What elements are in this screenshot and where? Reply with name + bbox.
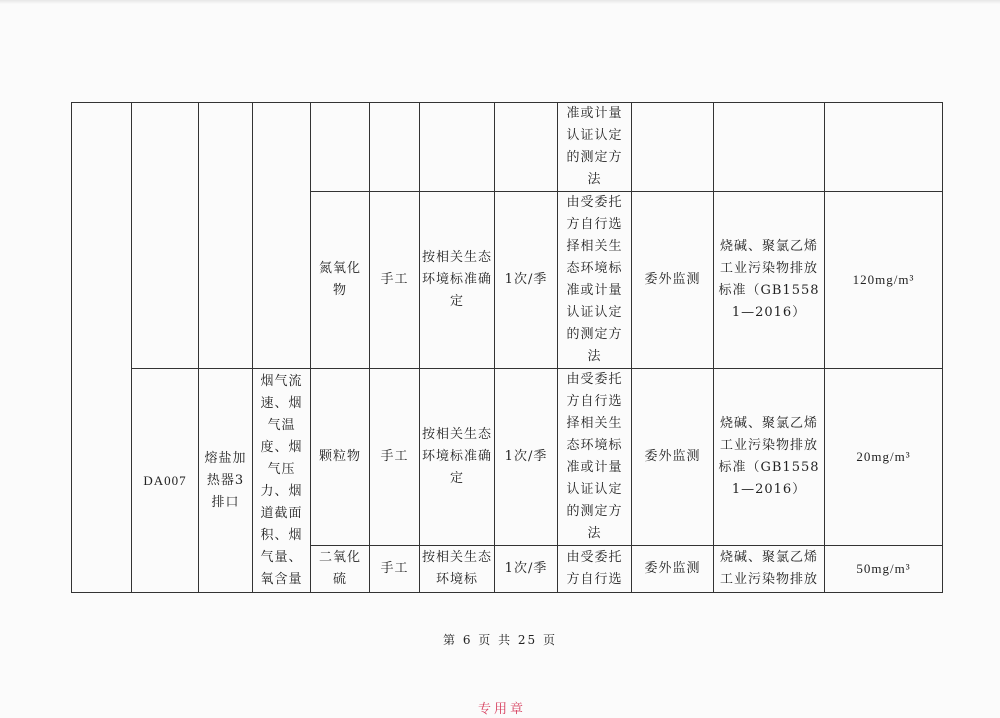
- pollutant-cell: 颗粒物: [311, 369, 370, 546]
- method-basis-cell: 由受委托方自行选择相关生态环境标准或计量认证认定的测定方法: [558, 369, 632, 546]
- empty-cell: [132, 103, 199, 369]
- mode-cell: 手工: [370, 192, 420, 369]
- frequency-basis-cell: 按相关生态环境标: [420, 546, 495, 593]
- method-basis-cell: 由受委托方自行选: [558, 546, 632, 593]
- pollutant-cell: 氮氧化物: [311, 192, 370, 369]
- outlet-id-cell: DA007: [132, 369, 199, 593]
- empty-cell: [370, 103, 420, 192]
- frequency-basis-cell: 按相关生态环境标准确定: [420, 369, 495, 546]
- pollutant-cell: 二氧化硫: [311, 546, 370, 593]
- empty-cell: [714, 103, 825, 192]
- monitor-type-cell: 委外监测: [632, 192, 714, 369]
- empty-cell: [495, 103, 558, 192]
- table-row: [72, 103, 943, 192]
- limit-cell: 120mg/m³: [825, 192, 943, 369]
- monitor-type-cell: 委外监测: [632, 546, 714, 593]
- method-basis-cell: 由受委托方自行选择相关生态环境标准或计量认证认定的测定方法: [558, 192, 632, 369]
- frequency-basis-cell: 按相关生态环境标准确定: [420, 192, 495, 369]
- empty-cell: [632, 103, 714, 192]
- empty-cell: [420, 103, 495, 192]
- limit-cell: 20mg/m³: [825, 369, 943, 546]
- empty-cell: [825, 103, 943, 192]
- seal-stamp-text: 专用章: [478, 702, 527, 717]
- empty-cell: [72, 103, 132, 593]
- monitor-type-cell: 委外监测: [632, 369, 714, 546]
- page-top-edge: [0, 0, 1000, 4]
- page-number: 第 6 页 共 25 页: [443, 633, 557, 647]
- frequency-cell: 1次/季: [495, 546, 558, 593]
- empty-cell: [253, 103, 311, 369]
- empty-cell: [311, 103, 370, 192]
- frequency-cell: 1次/季: [495, 369, 558, 546]
- empty-cell: [199, 103, 253, 369]
- standard-cell: 烧碱、聚氯乙烯工业污染物排放标准（GB15581—2016）: [714, 192, 825, 369]
- limit-cell: 50mg/m³: [825, 546, 943, 593]
- standard-cell: 烧碱、聚氯乙烯工业污染物排放标准（GB15581—2016）: [714, 369, 825, 546]
- method-basis-cell: 准或计量认证认定的测定方法: [558, 103, 632, 192]
- seal-stamp: [478, 696, 594, 718]
- table-row: [72, 369, 943, 546]
- monitoring-table: [71, 102, 943, 593]
- mode-cell: 手工: [370, 546, 420, 593]
- standard-cell: 烧碱、聚氯乙烯工业污染物排放: [714, 546, 825, 593]
- mode-cell: 手工: [370, 369, 420, 546]
- frequency-cell: 1次/季: [495, 192, 558, 369]
- params-cell: 烟气流速、烟气温度、烟气压力、烟道截面积、烟气量、氧含量: [253, 369, 311, 593]
- outlet-name-cell: 熔盐加热器3排口: [199, 369, 253, 593]
